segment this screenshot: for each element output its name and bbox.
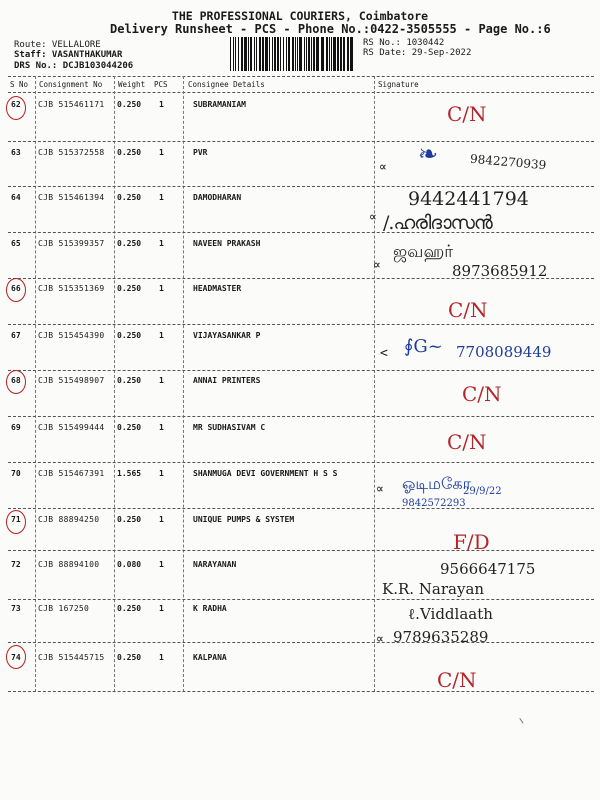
signature-scribble: ℓ.Viddlaath (408, 605, 493, 623)
consignment-no: CJB 515499444 (38, 423, 105, 432)
consignee-name: HEADMASTER (193, 284, 242, 293)
tick-mark: ∝ (376, 632, 384, 647)
barcode-bar (311, 37, 312, 71)
consignee-name: NARAYANAN (193, 560, 237, 569)
barcode-bar (288, 37, 290, 71)
barcode-bar (274, 37, 276, 71)
sno: 66 (11, 284, 21, 293)
table-row (0, 418, 600, 464)
signature-scribble: ஓடிமகோ (402, 474, 471, 493)
header-bottom-rule (8, 92, 594, 93)
barcode-bar (286, 37, 287, 71)
consignment-no: CJB 515372558 (38, 148, 105, 157)
consignee-name: PVR (193, 148, 208, 157)
table-row (0, 510, 600, 556)
barcode-bar (265, 37, 268, 71)
weight: 0.250 (117, 100, 142, 109)
barcode-bar (331, 37, 332, 71)
handwritten-phone: 8973685912 (452, 262, 548, 280)
tick-mark: ∝ (376, 482, 384, 497)
tick-mark: ∝ (379, 160, 387, 175)
barcode-bar (262, 37, 264, 71)
barcode-bar (254, 37, 255, 71)
row-rule (8, 508, 594, 509)
weight: 0.250 (117, 376, 142, 385)
sno: 67 (11, 331, 21, 340)
weight: 1.565 (117, 469, 142, 478)
consignee-name: MR SUDHASIVAM C (193, 423, 266, 432)
tick-mark: ∝ (373, 258, 381, 273)
handwritten-date: 29/9/22 (463, 486, 502, 497)
table-row (0, 280, 600, 326)
consignee-name: NAVEEN PRAKASH (193, 239, 261, 248)
handwritten-phone: 9789635289 (393, 628, 489, 646)
barcode-bar (329, 37, 330, 71)
consignee-name: KALPANA (193, 653, 227, 662)
consignment-no: CJB 515461394 (38, 193, 105, 202)
tick-mark: ∝ (369, 210, 377, 225)
weight: 0.250 (117, 193, 142, 202)
barcode-bar (333, 37, 336, 71)
consignment-no: CJB 515445715 (38, 653, 105, 662)
consignment-no: CJB 515467391 (38, 469, 105, 478)
barcode-bar (304, 37, 305, 71)
row-rule (8, 691, 594, 692)
signature-scribble: ஜவஹர் (393, 242, 454, 262)
barcode-bar (259, 37, 261, 71)
handwritten-phone: 9842270939 (469, 151, 547, 173)
rs-date: RS Date: 29-Sep-2022 (363, 48, 472, 58)
barcode-bar (295, 37, 296, 71)
header-top-rule (8, 76, 594, 77)
barcode-bar (230, 37, 231, 71)
barcode-bar (299, 37, 302, 71)
sno: 72 (11, 560, 21, 569)
row-rule (8, 324, 594, 325)
consignee-name: DAMODHARAN (193, 193, 242, 202)
row-rule (8, 370, 594, 371)
consignee-name: VIJAYASANKAR P (193, 331, 261, 340)
weight: 0.250 (117, 604, 142, 613)
barcode-bar (343, 37, 345, 71)
table-row (0, 96, 600, 142)
row-rule (8, 462, 594, 463)
table-row (0, 464, 600, 510)
sno: 64 (11, 193, 21, 202)
pcs: 1 (159, 284, 164, 293)
handwritten-phone: 9842572293 (402, 498, 466, 509)
barcode-bar (347, 37, 349, 71)
row-rule (8, 232, 594, 233)
barcode-bar (337, 37, 339, 71)
consignment-no: CJB 515498907 (38, 376, 105, 385)
consignee-name: SHANMUGA DEVI GOVERNMENT H S S (193, 469, 338, 478)
pcs: 1 (159, 560, 164, 569)
pcs: 1 (159, 653, 164, 662)
pcs: 1 (159, 239, 164, 248)
barcode-bar (297, 37, 298, 71)
weight: 0.250 (117, 239, 142, 248)
barcode-bar (250, 37, 252, 71)
sno: 62 (11, 100, 21, 109)
weight: 0.250 (117, 515, 142, 524)
row-rule (8, 550, 594, 551)
weight: 0.250 (117, 284, 142, 293)
handwritten-cn-note: C/N (437, 668, 477, 692)
sno: 74 (11, 653, 21, 662)
consignment-no: CJB 515461171 (38, 100, 105, 109)
consignment-no: CJB 88894100 (38, 560, 100, 569)
consignment-no: CJB 167250 (38, 604, 90, 613)
consignee-name: UNIQUE PUMPS & SYSTEM (193, 515, 295, 524)
handwritten-cn-note: C/N (447, 102, 487, 126)
barcode-bar (256, 37, 257, 71)
consignment-no: CJB 88894250 (38, 515, 100, 524)
pcs: 1 (159, 515, 164, 524)
pcs: 1 (159, 193, 164, 202)
col-header-signature: Signature (378, 80, 419, 89)
handwritten-cn-note: C/N (448, 298, 488, 322)
handwritten-cn-note: C/N (447, 430, 487, 454)
scan-speck (518, 718, 523, 724)
barcode-bar (272, 37, 273, 71)
col-header-sno: S No (10, 80, 29, 89)
consignee-name: ANNAI PRINTERS (193, 376, 261, 385)
consignee-name: K RADHA (193, 604, 227, 613)
signature-scribble: /.ഹരിദാസൻ (383, 212, 492, 234)
consignment-no: CJB 515454390 (38, 331, 105, 340)
barcode-bar (233, 37, 234, 71)
consignee-name: SUBRAMANIAM (193, 100, 246, 109)
pcs: 1 (159, 469, 164, 478)
barcode-bar (340, 37, 342, 71)
tick-mark: < (380, 346, 388, 361)
pcs: 1 (159, 148, 164, 157)
weight: 0.250 (117, 148, 142, 157)
barcode-bar (248, 37, 249, 71)
barcode-bar (306, 37, 307, 71)
pcs: 1 (159, 331, 164, 340)
sno: 63 (11, 148, 21, 157)
barcode-bar (277, 37, 279, 71)
weight: 0.250 (117, 653, 142, 662)
barcode-bar (313, 37, 315, 71)
pcs: 1 (159, 423, 164, 432)
barcode-bar (241, 37, 243, 71)
barcode-bar (283, 37, 284, 71)
sno: 73 (11, 604, 21, 613)
route-label: Route: VELLALORE (14, 40, 101, 50)
barcode-bar (316, 37, 319, 71)
handwritten-cn-note: C/N (462, 382, 502, 406)
barcode-bar (269, 37, 270, 71)
table-row (0, 372, 600, 418)
signature-scribble: ❧ (418, 140, 439, 168)
row-rule (8, 186, 594, 187)
sno: 68 (11, 376, 21, 385)
consignment-no: CJB 515351369 (38, 284, 105, 293)
drs-number: DRS No.: DCJB103044206 (14, 61, 134, 71)
pcs: 1 (159, 604, 164, 613)
col-header-consignment: Consignment No (39, 80, 103, 89)
runsheet-subtitle: Delivery Runsheet - PCS - Phone No.:0422-3505555 - Page No.:6 (110, 22, 551, 36)
col-header-weight: Weight (118, 80, 146, 89)
sno: 69 (11, 423, 21, 432)
consignment-no: CJB 515399357 (38, 239, 105, 248)
barcode-bar (321, 37, 324, 71)
staff-label: Staff: VASANTHAKUMAR (14, 50, 123, 60)
barcode-bar (326, 37, 328, 71)
company-title: THE PROFESSIONAL COURIERS, Coimbatore (171, 9, 429, 23)
barcode (230, 37, 355, 71)
weight: 0.080 (117, 560, 142, 569)
handwritten-phone: 9442441794 (408, 188, 529, 210)
sno: 65 (11, 239, 21, 248)
table-row (0, 600, 600, 646)
handwritten-fd-note: F/D (453, 530, 490, 554)
col-header-pcs: PCS (154, 80, 168, 89)
sno: 70 (11, 469, 21, 478)
barcode-bar (280, 37, 281, 71)
barcode-bar (244, 37, 247, 71)
barcode-bar (350, 37, 353, 71)
barcode-bar (238, 37, 239, 71)
weight: 0.250 (117, 423, 142, 432)
barcode-bar (308, 37, 310, 71)
pcs: 1 (159, 376, 164, 385)
handwritten-name: K.R. Narayan (382, 580, 485, 598)
barcode-bar (235, 37, 236, 71)
weight: 0.250 (117, 331, 142, 340)
barcode-bar (292, 37, 294, 71)
signature-scribble: ∮G~ (404, 336, 443, 357)
pcs: 1 (159, 100, 164, 109)
rs-number: RS No.: 1030442 (363, 38, 445, 48)
table-row (0, 645, 600, 691)
row-rule (8, 416, 594, 417)
handwritten-phone: 7708089449 (456, 343, 552, 361)
col-header-consignee: Consignee Details (188, 80, 265, 89)
row-rule (8, 642, 594, 643)
sno: 71 (11, 515, 21, 524)
handwritten-phone: 9566647175 (440, 560, 536, 578)
